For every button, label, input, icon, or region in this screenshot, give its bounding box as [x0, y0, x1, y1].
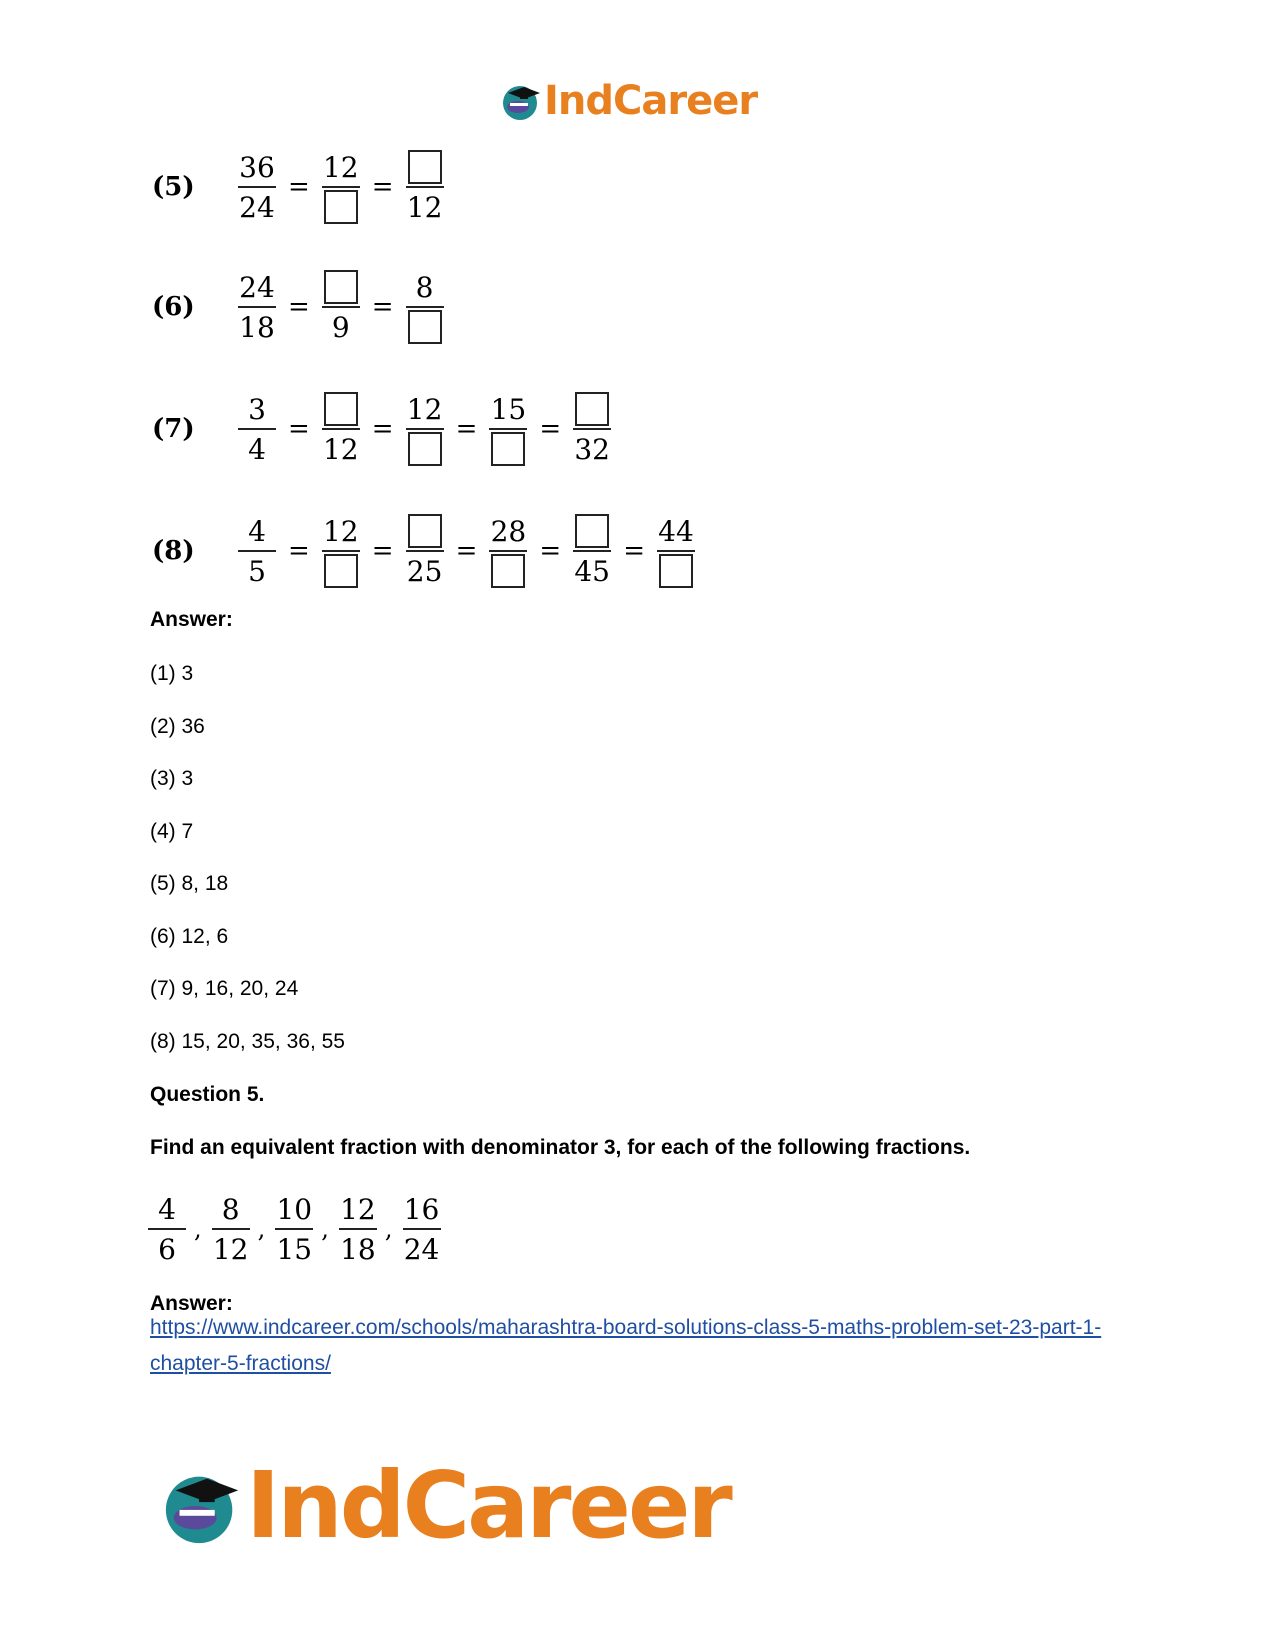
answer-item: (1) 3 [150, 662, 194, 685]
fraction [238, 268, 276, 346]
denominator: 12 [322, 432, 359, 466]
fraction [322, 268, 360, 346]
answer-item: (6) 12, 6 [150, 924, 229, 948]
blank-box [408, 432, 442, 466]
blank-box [324, 554, 358, 588]
fraction [403, 1190, 441, 1268]
equals-sign: = [288, 536, 310, 566]
equals-sign: = [371, 414, 394, 444]
graduation-globe-icon [500, 79, 544, 123]
equals-sign: = [288, 292, 310, 322]
denominator: 18 [239, 310, 275, 344]
answer-item: (5) 8, 18 [150, 872, 229, 895]
blank-box [575, 514, 609, 548]
denominator-blank-box [323, 552, 359, 590]
fraction [339, 1190, 377, 1268]
blank-box [408, 310, 442, 344]
comma-separator: , [321, 1215, 329, 1243]
numerator-blank-box [574, 512, 610, 550]
problem-label: (8) [152, 536, 195, 566]
numerator: 8 [221, 1192, 240, 1226]
comma-separator: , [194, 1215, 202, 1243]
numerator-blank-box [407, 512, 443, 550]
denominator: 32 [574, 432, 610, 466]
numerator: 16 [403, 1192, 440, 1226]
blank-box [659, 554, 693, 588]
question-text: Find an equivalent fraction with denominator 3, for each of the following fractions. [150, 1136, 971, 1159]
logo-wordmark: IndCareer [246, 1452, 730, 1559]
denominator: 18 [340, 1232, 376, 1266]
fraction [406, 268, 444, 346]
indcareer-logo-top [500, 78, 757, 124]
denominator: 24 [239, 190, 275, 224]
question-fractions [142, 1190, 447, 1268]
numerator: 4 [158, 1192, 176, 1226]
denominator: 6 [158, 1232, 176, 1266]
numerator-blank-box [323, 268, 359, 306]
logo-wordmark: IndCareer [544, 78, 758, 124]
numerator: 44 [658, 514, 694, 548]
equals-sign: = [288, 172, 310, 202]
answer2-heading: Answer: [150, 1292, 233, 1315]
equals-sign: = [539, 414, 562, 444]
blank-box [324, 270, 358, 304]
denominator: 5 [248, 554, 266, 588]
equals-sign: = [371, 292, 394, 322]
denominator: 12 [212, 1232, 249, 1266]
problem-row [152, 512, 701, 590]
numerator-blank-box [323, 390, 359, 428]
fraction [322, 512, 360, 590]
blank-box [575, 392, 609, 426]
numerator: 3 [248, 392, 266, 426]
denominator: 9 [331, 310, 350, 344]
equals-sign: = [539, 536, 562, 566]
answer-item: (3) 3 [150, 767, 194, 790]
numerator: 12 [322, 150, 359, 184]
equals-sign: = [455, 414, 478, 444]
numerator: 12 [340, 1192, 376, 1226]
indcareer-logo-bottom [160, 1452, 730, 1559]
fraction [573, 512, 611, 590]
fraction [212, 1190, 250, 1268]
denominator-blank-box [407, 308, 443, 346]
equals-sign: = [623, 536, 645, 566]
denominator-blank-box [658, 552, 694, 590]
answer-item: (7) 9, 16, 20, 24 [150, 977, 299, 1000]
answer-item: (4) 7 [150, 819, 194, 843]
denominator: 24 [403, 1232, 440, 1266]
numerator-blank-box [407, 148, 443, 186]
answer-heading: Answer: [150, 608, 233, 631]
numerator: 10 [276, 1192, 313, 1226]
answer-item: (2) 36 [150, 714, 205, 738]
denominator: 4 [248, 432, 266, 466]
blank-box [408, 514, 442, 548]
fraction [657, 512, 695, 590]
denominator-blank-box [407, 430, 443, 468]
numerator-blank-box [574, 390, 610, 428]
numerator: 8 [415, 270, 434, 304]
fraction [489, 512, 527, 590]
fraction [406, 512, 444, 590]
fraction [238, 512, 276, 590]
numerator: 4 [248, 514, 266, 548]
problem-label: (7) [152, 414, 195, 444]
fraction [573, 390, 611, 468]
graduation-globe-icon [160, 1463, 246, 1549]
blank-box [408, 150, 442, 184]
problem-row [152, 148, 450, 226]
denominator: 45 [574, 554, 610, 588]
blank-box [324, 190, 358, 224]
equals-sign: = [455, 536, 478, 566]
fraction [406, 390, 444, 468]
numerator: 12 [322, 514, 359, 548]
fraction [275, 1190, 313, 1268]
denominator-blank-box [490, 552, 526, 590]
answer-item: (8) 15, 20, 35, 36, 55 [150, 1029, 345, 1053]
problem-label: (6) [152, 292, 195, 322]
equals-sign: = [371, 172, 394, 202]
numerator: 15 [490, 392, 527, 426]
fraction [406, 148, 444, 226]
numerator: 36 [239, 150, 275, 184]
problem-row [152, 390, 617, 468]
fraction [238, 148, 276, 226]
comma-separator: , [384, 1215, 393, 1243]
denominator-blank-box [490, 430, 526, 468]
blank-box [324, 392, 358, 426]
solution-link[interactable]: https://www.indcareer.com/schools/maharashtra-board-solutions-class-5-maths-problem-set-23-part-1-chapter-5-fractions/ [150, 1316, 1102, 1375]
problem-row [152, 268, 450, 346]
fraction [489, 390, 527, 468]
equals-sign: = [371, 536, 394, 566]
fraction [148, 1190, 186, 1268]
blank-box [491, 432, 525, 466]
numerator: 28 [490, 514, 527, 548]
denominator: 12 [406, 190, 443, 224]
comma-separator: , [257, 1215, 266, 1243]
denominator-blank-box [323, 188, 359, 226]
fraction [322, 148, 360, 226]
question-title: Question 5. [150, 1083, 265, 1106]
equals-sign: = [288, 414, 310, 444]
fraction [238, 390, 276, 468]
denominator: 25 [406, 554, 443, 588]
numerator: 24 [239, 270, 275, 304]
fraction [322, 390, 360, 468]
numerator: 12 [406, 392, 443, 426]
denominator: 15 [276, 1232, 313, 1266]
problem-label: (5) [152, 172, 195, 202]
blank-box [491, 554, 525, 588]
